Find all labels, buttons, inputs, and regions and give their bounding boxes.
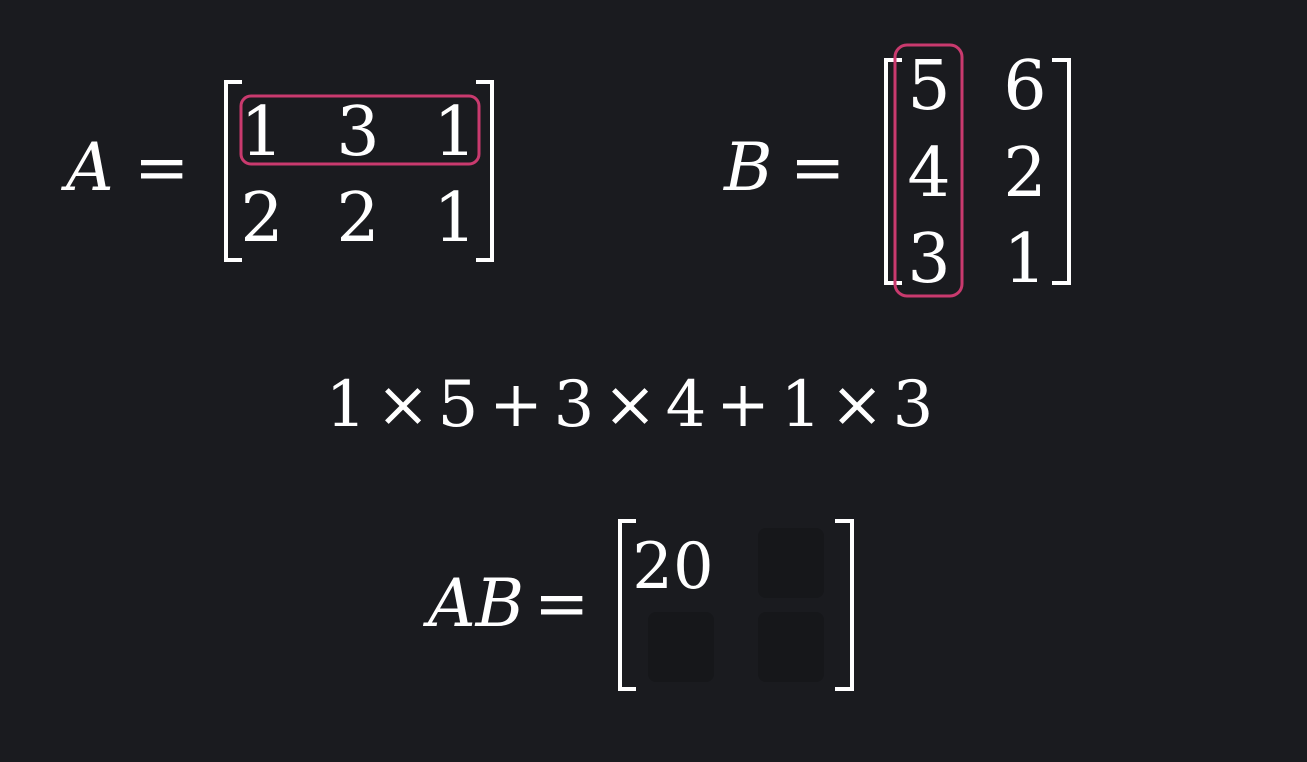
matrix-a-equation (60, 82, 492, 260)
matrix-a-cell: 2 (336, 179, 380, 258)
times-sign: × (376, 368, 430, 442)
matrix-a-equals-sign: = (134, 129, 190, 206)
matrix-b-cell: 5 (907, 47, 951, 126)
matrix-b-label: B (724, 129, 773, 206)
matrix-b-cell: 4 (907, 134, 951, 213)
matrix-b-cell: 2 (1003, 134, 1047, 213)
product-empty-cell (758, 528, 824, 598)
product-right-bracket (835, 521, 852, 689)
matrix-b-cell: 3 (907, 220, 951, 299)
product-empty-cell (758, 612, 824, 682)
term-factor: 3 (892, 368, 934, 442)
product-label: AB (428, 565, 525, 642)
matrix-b-equals-sign: = (790, 129, 846, 206)
term-factor: 1 (325, 368, 367, 442)
times-sign: × (603, 368, 657, 442)
matrix-a-label: A (66, 129, 114, 206)
matrix-a-cell: 1 (433, 179, 477, 258)
term-factor: 4 (665, 368, 707, 442)
matrix-b-cell: 6 (1003, 47, 1047, 126)
matrix-b-right-bracket (1052, 60, 1069, 283)
times-sign: × (830, 368, 884, 442)
term-factor: 5 (437, 368, 479, 442)
matrix-b-cell: 1 (1003, 220, 1047, 299)
plus-sign: + (716, 368, 770, 442)
matrix-a-cell: 2 (240, 179, 284, 258)
term-factor: 1 (780, 368, 822, 442)
plus-sign: + (489, 368, 543, 442)
matrix-b-equation (723, 45, 1069, 299)
matrix-a-cell: 1 (240, 93, 284, 172)
product-first-entry: 20 (632, 530, 714, 604)
product-empty-cell (648, 612, 714, 682)
product-equals-sign: = (534, 565, 590, 642)
product-equation (422, 521, 852, 689)
matrix-a-cell: 1 (433, 93, 477, 172)
dot-product-expression (326, 368, 934, 442)
matrix-a-cell: 3 (336, 93, 380, 172)
term-factor: 3 (553, 368, 595, 442)
